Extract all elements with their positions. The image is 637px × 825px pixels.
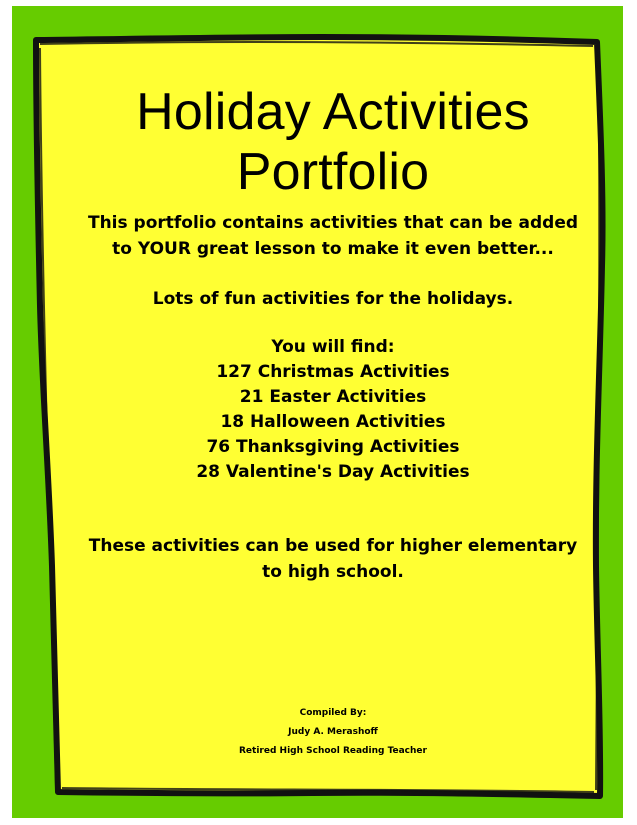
usage-paragraph	[60, 533, 606, 585]
list-item-easter: 21 Easter Activities	[239, 387, 427, 407]
list-item-valentines: 28 Valentine's Day Activities	[196, 462, 470, 482]
credits-label: Compiled By:	[299, 708, 367, 718]
cover-page	[12, 6, 623, 818]
list-item-christmas: 127 Christmas Activities	[216, 362, 450, 382]
intro-paragraph	[60, 210, 606, 262]
credits-block	[60, 704, 606, 761]
title-line-2: Portfolio	[236, 143, 430, 201]
list-item-thanksgiving: 76 Thanksgiving Activities	[206, 437, 460, 457]
usage-line-1: These activities can be used for higher elementary	[88, 536, 578, 556]
title-line-1: Holiday Activities	[136, 83, 530, 141]
page-title	[60, 82, 606, 202]
activity-count-list	[60, 360, 606, 485]
cover-content	[60, 56, 606, 786]
credits-role: Retired High School Reading Teacher	[239, 746, 427, 756]
credits-name: Judy A. Merashoff	[288, 727, 378, 737]
list-item-halloween: 18 Halloween Activities	[220, 412, 446, 432]
intro-line-2: to YOUR great lesson to make it even better...	[112, 239, 554, 259]
fun-line: Lots of fun activities for the holidays.	[152, 289, 514, 309]
find-heading: You will find:	[271, 337, 395, 357]
intro-line-1: This portfolio contains activities that can be added	[87, 213, 579, 233]
usage-line-2: to high school.	[262, 562, 404, 582]
